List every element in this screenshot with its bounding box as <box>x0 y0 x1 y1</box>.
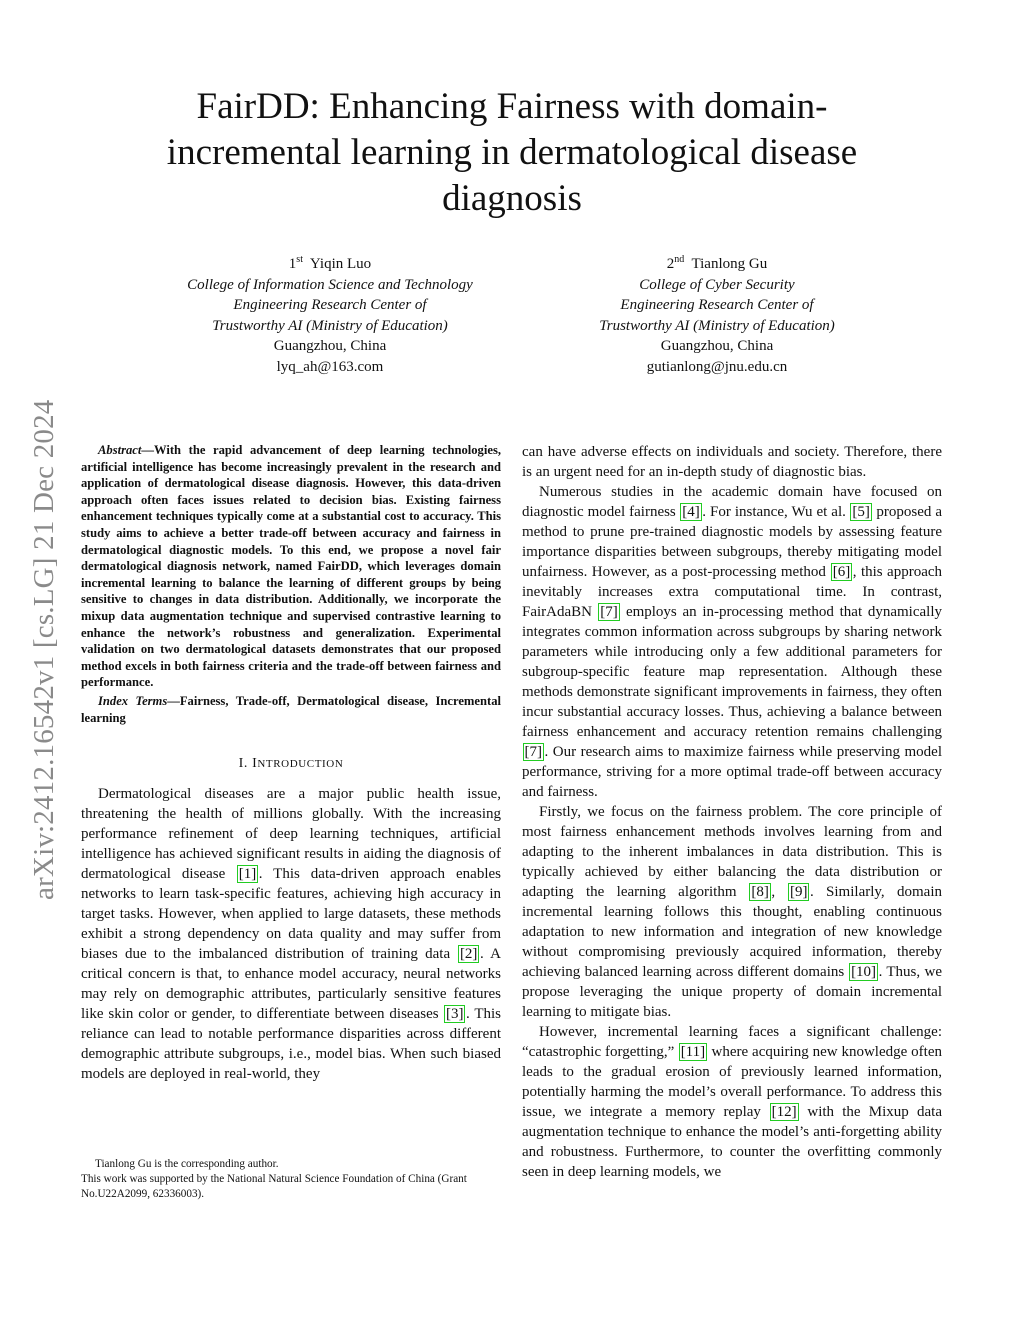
author-name-line <box>527 250 907 275</box>
body-text: . Our research aims to maximize fairness while preserving model performance, striving for a more optimal trade-off between accuracy and fairness. <box>522 744 942 800</box>
citation-link[interactable]: [6] <box>832 564 851 580</box>
right-column <box>522 442 942 1182</box>
citation-link[interactable]: [7] <box>524 744 542 760</box>
index-terms-text: —Fairness, Trade-off, Dermatological disease, Incremental learning <box>81 693 501 725</box>
author-ordinal-suffix: nd <box>674 254 685 265</box>
body-text: proposed a method to prune pre-trained diagnostic models by assessing feature importance disparities between subgroups, thereby mitigating model unfairness. However, as a post-processing method <box>522 504 943 580</box>
citation-link[interactable]: [3] <box>445 1006 464 1023</box>
abstract-label: Abstract <box>98 443 142 457</box>
body-paragraph <box>522 1022 942 1182</box>
citation-link[interactable]: [12] <box>771 1104 797 1120</box>
arxiv-identifier: arXiv:2412.16542v1 [cs.LG] 21 Dec 2024 <box>28 399 60 901</box>
citation-link[interactable]: [11] <box>680 1044 706 1060</box>
footnotes <box>81 1157 501 1202</box>
author-name: Yiqin Luo <box>309 256 372 272</box>
body-text: . This data-driven approach enables networks to learn task-specific features, achieving high accuracy in target tasks. However, when applied to large datasets, these methods exhibit a strong dependency on data quality and may suffer from biases due to the imbalanced distribution of training data <box>81 866 501 963</box>
index-terms-label: Index Terms <box>98 693 168 708</box>
body-text: . Thus, we propose leveraging the unique property of domain incremental learning to mitigate bias. <box>522 964 942 1020</box>
abstract <box>81 442 501 691</box>
section-title-rest: NTRODUCTION <box>257 758 344 771</box>
author-name: Tianlong Gu <box>691 256 768 272</box>
citation-link[interactable]: [4] <box>682 504 700 520</box>
body-text: where acquiring new knowledge often leads to the gradual erosion of previously learned information, potentially harming the model’s overall performance. To address this issue, we integrate a memory replay <box>522 1044 942 1120</box>
body-text: Firstly, we focus on the fairness problem. The core principle of most fairness enhancement methods involves learning from and adapting to the inherent imbalances in data distribution. This is typically achieved by either balancing the data distribution or adapting the learning algorithm <box>522 804 942 900</box>
author-affiliation: Trustworthy AI (Ministry of Education) <box>599 317 835 334</box>
section-title-initial: I <box>252 756 258 772</box>
author-location: Guangzhou, China <box>273 338 387 354</box>
author-ordinal: 2 <box>666 256 675 272</box>
body-text: , this approach inevitably increases extra computational time. In contrast, FairAdaBN <box>522 564 943 620</box>
footnote-funding: This work was supported by the National Natural Science Foundation of China (Grant No.U22A2099, 62336003). <box>81 1173 467 1200</box>
author-email: lyq_ah@163.com <box>276 358 384 375</box>
author-block-2 <box>527 250 907 377</box>
paper-title: FairDD: Enhancing Fairness with domain-incremental learning in dermatological disease diagnosis <box>166 86 858 219</box>
citation-link[interactable]: [8] <box>751 884 769 900</box>
body-text: employs an in-processing method that dynamically integrates common information across subgroups by sharing network parameters while introducing only a few additional parameters for subgroup-specific feature map representation. Although these methods demonstrate significant improvements in fairness, they often incur substantial accuracy losses. Thus, achieving a balance between fairness enhancement and accuracy retention remains challenging <box>522 604 942 740</box>
author-ordinal: 1 <box>288 256 297 272</box>
citation-link[interactable]: [5] <box>852 504 870 520</box>
body-text: with the Mixup data augmentation technique to enhance the model’s anti-forgetting ability and robustness. Furthermore, to counter the overfitting commonly seen in deep learning models, we <box>522 1104 942 1180</box>
citation-link[interactable]: [2] <box>459 946 478 963</box>
citation-link[interactable]: [1] <box>238 866 257 883</box>
author-affiliation: Trustworthy AI (Ministry of Education) <box>212 317 448 334</box>
author-affiliation: Engineering Research Center of <box>233 297 427 313</box>
body-text: . For instance, Wu et al. <box>702 504 850 520</box>
body-text: Numerous studies in the academic domain have focused on diagnostic model fairness <box>522 484 942 520</box>
citation-link[interactable]: [7] <box>600 604 618 620</box>
body-paragraph: can have adverse effects on individuals and society. Therefore, there is an urgent need for an in-depth study of diagnostic bias. <box>522 444 942 480</box>
author-ordinal-suffix: st <box>296 254 303 265</box>
author-affiliation: Engineering Research Center of <box>620 297 814 313</box>
body-text: However, incremental learning faces a significant challenge: “catastrophic forgetting,” <box>522 1024 942 1060</box>
author-name-line <box>140 250 520 275</box>
body-paragraph <box>522 802 942 1022</box>
author-location: Guangzhou, China <box>660 338 774 354</box>
citation-link[interactable]: [10] <box>851 964 877 980</box>
abstract-text: —With the rapid advancement of deep learning technologies, artificial intelligence has become increasingly prevalent in the research and application of dermatological disease diagnosis. However, this data-driven approach often faces issues related to decision bias. Existing fairness enhancement techniques typically come at a substantial cost to accuracy. This study aims to achieve a better trade-off between accuracy and fairness in dermatological diagnostic models. To this end, we propose a novel fair dermatological diagnosis network, named FairDD, which leverages domain incremental learning to balance the learning of different groups by being sensitive to changes in data distribution. Additionally, we incorporate the mixup data augmentation technique and supervised contrastive learning to enhance the network’s robustness and generalization. Experimental validation on two dermatological datasets demonstrates that our proposed method excels in both fairness criteria and the trade-off between fairness and performance. <box>81 443 501 690</box>
author-block-1 <box>140 250 520 377</box>
author-email: gutianlong@jnu.edu.cn <box>646 358 788 375</box>
body-paragraph <box>522 482 942 802</box>
body-text: . This reliance can lead to notable performance disparities across different demographic attribute subgroups, i.e., model bias. When such biased models are deployed in real-world, they <box>81 1006 501 1083</box>
footnote-corresponding-author: Tianlong Gu is the corresponding author. <box>95 1158 279 1170</box>
body-text: Dermatological diseases are a major public health issue, threatening the health of millions globally. With the increasing performance refinement of deep learning techniques, artificial intelligence has achieved significant results in aiding the diagnosis of dermatological disease <box>81 786 501 883</box>
section-heading-introduction <box>81 754 501 774</box>
index-terms <box>81 693 501 726</box>
section-numeral: I. <box>238 756 248 772</box>
intro-paragraph <box>81 784 501 1084</box>
citation-link[interactable]: [9] <box>789 884 808 900</box>
body-text: . Similarly, domain incremental learning follows this thought, enabling continuous adaptation to new information and integration of new knowledge without compromising previously acquired information, thereby achieving balanced learning across different domains <box>522 884 943 980</box>
left-column <box>81 442 501 1084</box>
author-affiliation: College of Cyber Security <box>639 276 795 293</box>
body-text: . A critical concern is that, to enhance model accuracy, neural networks may rely on demographic attributes, particularly sensitive features like skin color or gender, to differentiate between diseases <box>81 946 501 1023</box>
author-affiliation: College of Information Science and Technology <box>187 276 473 293</box>
body-text: , <box>771 884 788 900</box>
